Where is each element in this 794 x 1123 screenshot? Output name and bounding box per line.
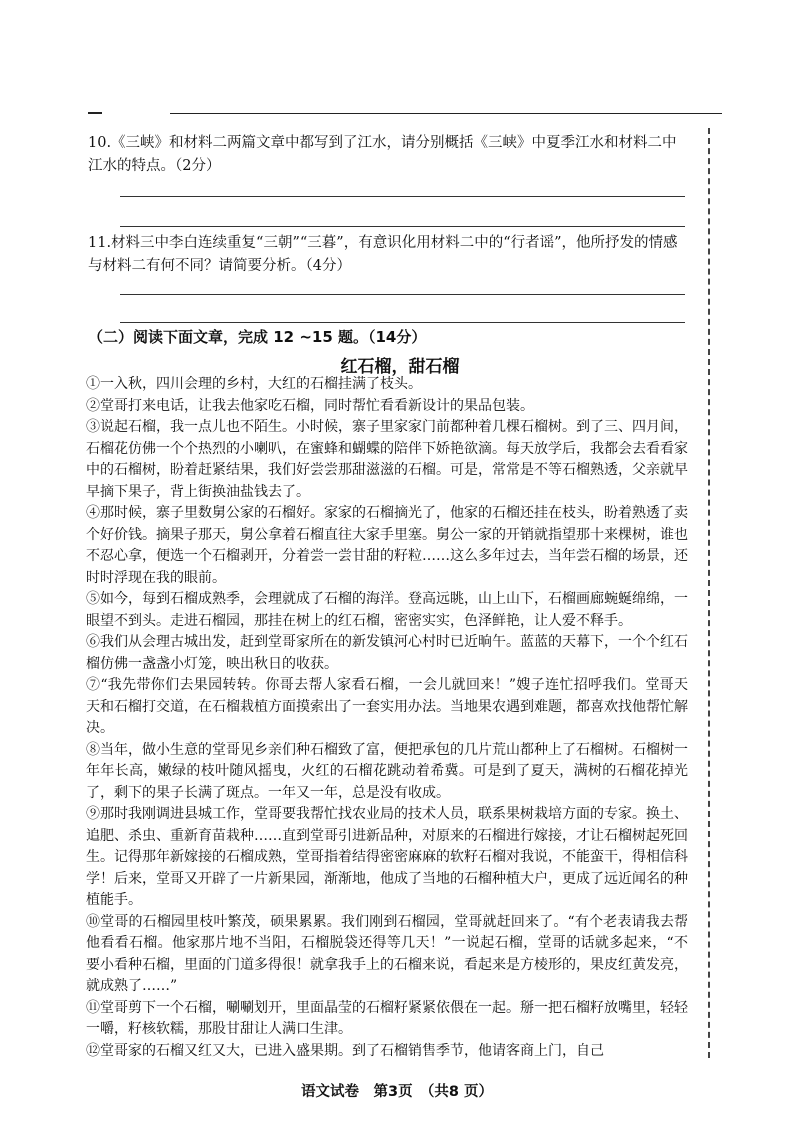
paragraph-11: ⑪堂哥剪下一个石榴，唰唰划开，里面晶莹的石榴籽紧紧依偎在一起。掰一把石榴籽放嘴里，轻轻一嚼，籽核软糯，那股甘甜让人满口生津。 xyxy=(86,999,688,1037)
paragraph-12: ⑫堂哥家的石榴又红又大，已进入盛果期。到了石榴销售季节，他请客商上门，自己 xyxy=(86,1042,604,1059)
binding-dashed-line xyxy=(708,128,710,1058)
section-heading: （二）阅读下面文章，完成 12 ~15 题。（14分） xyxy=(88,328,427,346)
paragraph-6: ⑥我们从会理古城出发，赶到堂哥家所在的新发镇河心村时已近晌午。蓝蓝的天幕下，一个个红石榴仿佛一盏盏小灯笼，映出秋日的收获。 xyxy=(86,634,688,672)
page-footer: 语文试卷 第3页 （共8 页） xyxy=(301,1084,493,1100)
answer-line-10a xyxy=(120,196,685,197)
article-body xyxy=(86,374,688,1062)
paragraph-4: ④那时候，寨子里数舅公家的石榴好。家家的石榴摘光了，他家的石榴还挂在枝头，盼着熟透了卖个好价钱。摘果子那天，舅公拿着石榴直往大家手里塞。舅公一家的开销就指望那十来棵树，谁也不忍心拿，便选一个石榴剥开，分着尝一尝甘甜的籽粒……这么多年过去，当年尝石榴的场景，还时时浮现在我的眼前。 xyxy=(86,505,688,586)
question-10-text: 10.《三峡》和材料二两篇文章中都写到了江水，请分别概括《三峡》中夏季江水和材料二中江水的特点。（2分） xyxy=(88,135,677,174)
article-title: 红石榴，甜石榴 xyxy=(340,357,460,377)
paragraph-9: ⑨那时我刚调进县城工作，堂哥要我帮忙找农业局的技术人员，联系果树栽培方面的专家。换土、追肥、杀虫、重新育苗栽种……直到堂哥引进新品种，对原来的石榴进行嫁接，才让石榴树起死回生。记得那年新嫁接的石榴成熟，堂哥指着结得密密麻麻的软籽石榴对我说，不能蛮干，得相信科学！后来，堂哥又开辟了一片新果园，渐渐地，他成了当地的石榴种植大户，更成了远近闻名的种植能手。 xyxy=(86,806,688,908)
paragraph-7: ⑦“我先带你们去果园转转。你哥去帮人家看石榴，一会儿就回来！”嫂子连忙招呼我们。堂哥天天和石榴打交道，在石榴栽植方面摸索出了一套实用办法。当地果农遇到难题，都喜欢找他帮忙解决。 xyxy=(86,677,688,736)
paragraph-1: ①一入秋，四川会理的乡村，大红的石榴挂满了枝头。 xyxy=(86,376,422,392)
question-11 xyxy=(88,232,688,278)
top-rule-mark xyxy=(88,112,102,114)
paragraph-2: ②堂哥打来电话，让我去他家吃石榴，同时帮忙看看新设计的果品包装。 xyxy=(86,397,534,414)
question-10 xyxy=(88,132,688,178)
paragraph-8: ⑧当年，做小生意的堂哥见乡亲们种石榴致了富，便把承包的几片荒山都种上了石榴树。石榴树一年年长高，嫩绿的枝叶随风摇曳，火红的石榴花跳动着希冀。可是到了夏天，满树的石榴花掉光了，剩下的果子长满了斑点。一年又一年，总是没有收成。 xyxy=(86,741,688,801)
answer-line-11a xyxy=(120,294,685,295)
answer-line-10b xyxy=(120,226,685,227)
top-rule xyxy=(170,113,722,114)
question-11-text: 11.材料三中李白连续重复“三朝”“三暮”，有意识化用材料二中的“行者谣”，他所抒发的情感与材料二有何不同？请简要分析。（4分） xyxy=(88,235,678,274)
paragraph-3: ③说起石榴，我一点儿也不陌生。小时候，寨子里家家门前都种着几棵石榴树。到了三、四月间，石榴花仿佛一个个热烈的小喇叭，在蜜蜂和蝴蝶的陪伴下娇艳欲滴。每天放学后，我都会去看看家中的石榴树，盼着赶紧结果，我们好尝尝那甜滋滋的石榴。可是，常常是不等石榴熟透，父亲就早早摘下果子，背上街换油盐钱去了。 xyxy=(86,419,688,500)
paragraph-5: ⑤如今，每到石榴成熟季，会理就成了石榴的海洋。登高远眺，山上山下，石榴画廊蜿蜒绵绵，一眼望不到头。走进石榴园，那挂在树上的红石榴，密密实实，色泽鲜艳，让人爱不释手。 xyxy=(86,591,688,629)
paragraph-10: ⑩堂哥的石榴园里枝叶繁茂，硕果累累。我们刚到石榴园，堂哥就赶回来了。“有个老表请我去帮他看看石榴。他家那片地不当阳，石榴脱袋还得等几天！”一说起石榴，堂哥的话就多起来，“不要小看种石榴，里面的门道多得很！就拿我手上的石榴来说，看起来是方棱形的，果皮红黄发亮，就成熟了……” xyxy=(86,913,688,994)
answer-line-11b xyxy=(120,322,685,323)
